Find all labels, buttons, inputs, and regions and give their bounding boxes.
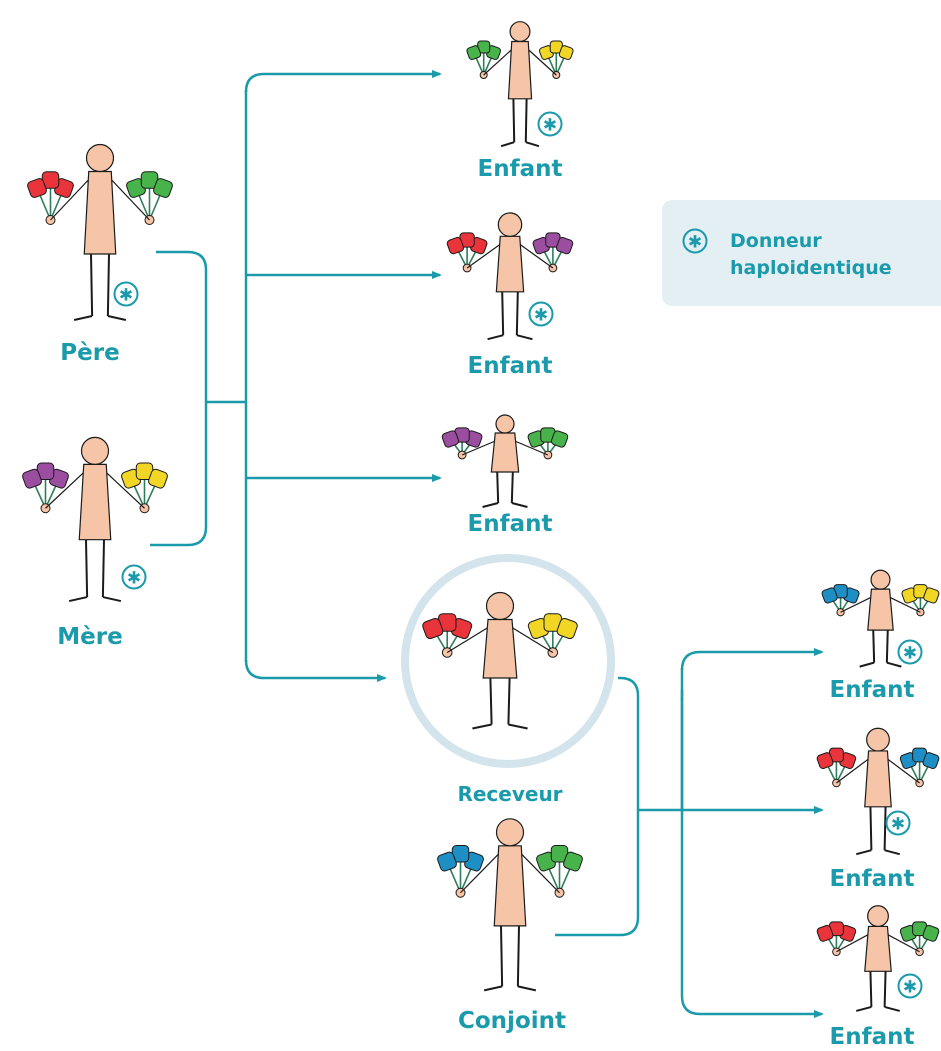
svg-text:✱: ✱ xyxy=(902,643,918,664)
child1-label: Enfant xyxy=(477,156,563,182)
svg-text:✱: ✱ xyxy=(542,115,558,136)
child3-label: Enfant xyxy=(467,511,553,537)
child2-label: Enfant xyxy=(467,353,553,379)
svg-text:✱: ✱ xyxy=(902,977,918,998)
legend-text-line2: haploidentique xyxy=(730,257,892,279)
arrow-grandchild1 xyxy=(682,652,822,670)
child3-figure xyxy=(440,410,570,510)
father-donor-star-icon xyxy=(113,281,139,307)
mother-figure xyxy=(20,425,170,610)
grandchild1-label: Enfant xyxy=(829,677,915,703)
child2-figure xyxy=(445,205,575,345)
child1-donor-star-icon xyxy=(537,111,563,137)
child2-donor-star-icon xyxy=(528,301,554,327)
spouse-figure xyxy=(435,805,585,1000)
spouse-label: Conjoint xyxy=(458,1008,566,1034)
svg-text:✱: ✱ xyxy=(687,232,703,253)
arrow-grandchild2 xyxy=(682,690,822,810)
recipient-label: Receveur xyxy=(457,782,563,806)
svg-text:✱: ✱ xyxy=(118,285,134,306)
svg-text:✱: ✱ xyxy=(126,568,142,589)
svg-text:✱: ✱ xyxy=(533,305,549,326)
haploidentical-donor-icon xyxy=(682,228,708,254)
mother-donor-star-icon xyxy=(121,564,147,590)
svg-text:✱: ✱ xyxy=(890,814,906,835)
arrow-recipient xyxy=(246,660,385,678)
legend-text-line1: Donneur xyxy=(730,230,822,252)
arrow-grandchild3 xyxy=(682,698,822,1014)
grandchild2-label: Enfant xyxy=(829,866,915,892)
grandchild3-label: Enfant xyxy=(829,1024,915,1050)
recipient-figure xyxy=(420,585,580,735)
legend-box xyxy=(662,200,941,306)
grandchild1-donor-star-icon xyxy=(897,639,923,665)
mother-label: Mère xyxy=(57,624,123,650)
legend-text xyxy=(730,228,892,282)
recipient-connector xyxy=(618,678,638,810)
arrow-child1 xyxy=(246,74,440,92)
grandchild3-donor-star-icon xyxy=(897,973,923,999)
grandchild2-figure xyxy=(815,720,941,860)
father-label: Père xyxy=(60,340,120,366)
father-figure xyxy=(25,130,175,330)
grandchild2-donor-star-icon xyxy=(885,810,911,836)
